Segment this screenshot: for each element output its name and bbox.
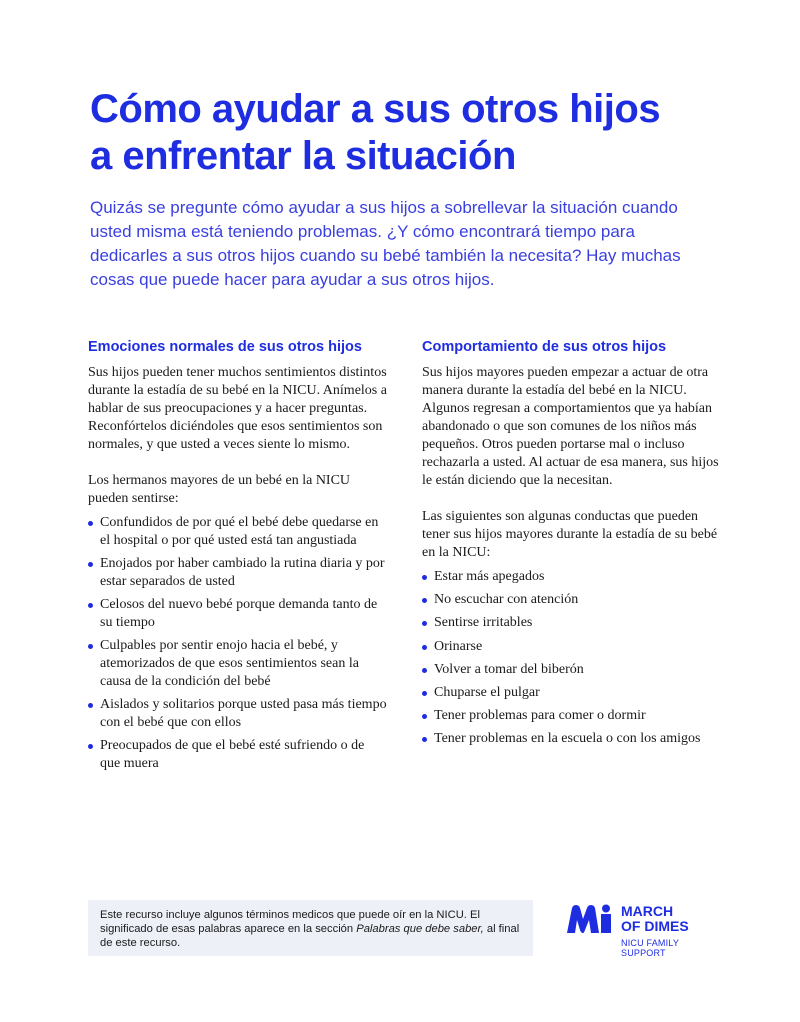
glossary-note-text: Este recurso incluye algunos términos medicos que puede oír en la NICU. El significado de esas palabras aparece en la sección <box>100 909 480 935</box>
emotions-list <box>88 514 388 773</box>
behavior-paragraph: Sus hijos mayores pueden empezar a actuar de otra manera durante la estadía del bebé en la NICU. Algunos regresan a comportamientos que ya habían abandonado o que son comunes de los niños más pequeños. Otros pueden portarse mal o incluso rechazarla a usted. Al actuar de esa manera, sus hijos le están diciendo que la necesitan. <box>422 365 719 488</box>
bullet-icon <box>422 691 427 696</box>
list-item: Tener problemas en la escuela o con los amigos <box>422 730 722 748</box>
title-line-2: a enfrentar la situación <box>90 134 516 178</box>
bullet-icon <box>88 744 93 749</box>
list-item: Enojados por haber cambiado la rutina diaria y por estar separados de usted <box>88 555 388 591</box>
logo-line-2: OF DIMES <box>621 918 689 934</box>
behavior-heading: Comportamiento de sus otros hijos <box>422 339 667 355</box>
list-item: Orinarse <box>422 638 722 656</box>
bullet-icon <box>422 714 427 719</box>
bullet-icon <box>422 645 427 650</box>
list-item: Preocupados de que el bebé esté sufriendo o de que muera <box>88 737 388 773</box>
logo-tagline: NICU FAMILY SUPPORT <box>621 938 679 958</box>
list-item: Aislados y solitarios porque usted pasa más tiempo con el bebé que con ellos <box>88 696 388 732</box>
bullet-icon <box>422 668 427 673</box>
behavior-section <box>422 338 722 754</box>
bullet-icon <box>422 598 427 603</box>
glossary-section-name: Palabras que debe saber, <box>356 923 484 935</box>
emotions-paragraph: Sus hijos pueden tener muchos sentimientos distintos durante la estadía de su bebé en la NICU. Anímelos a hablar de sus preocupaciones y a hacer preguntas. Reconfórtelos diciéndoles que esos sentimientos son normales, y que usted a veces siente lo mismo. <box>88 365 387 452</box>
glossary-note <box>88 900 533 956</box>
list-item: Confundidos de por qué el bebé debe quedarse en el hospital o por qué usted está tan angustiada <box>88 514 388 550</box>
page-title <box>90 86 750 180</box>
siblings-intro: Los hermanos mayores de un bebé en la NICU pueden sentirse: <box>88 473 351 506</box>
logo-line-1: MARCH <box>621 903 674 919</box>
list-item: Estar más apegados <box>422 568 722 586</box>
bullet-icon <box>422 621 427 626</box>
intro-paragraph: Quizás se pregunte cómo ayudar a sus hijos a sobrellevar la situación cuando usted misma está teniendo problemas. ¿Y cómo encontrará tiempo para dedicarles a sus otros hijos cuando su bebé también la necesita? Hay muchas cosas que puede hacer para ayudar a sus otros hijos. <box>90 198 681 289</box>
march-of-dimes-logo <box>566 902 716 958</box>
list-item: Sentirse irritables <box>422 614 722 632</box>
glossary-note-end: al final de este recurso. <box>100 923 520 949</box>
list-item: No escuchar con atención <box>422 591 722 609</box>
behaviors-intro: Las siguientes son algunas conductas que pueden tener sus hijos mayores durante la estadía de su bebé en la NICU: <box>422 509 718 560</box>
bullet-icon <box>88 703 93 708</box>
list-item: Culpables por sentir enojo hacia el bebé, y atemorizados de que esos sentimientos sean la causa de la condición del bebé <box>88 637 388 691</box>
list-item: Volver a tomar del biberón <box>422 661 722 679</box>
logo-wordmark <box>621 904 689 934</box>
emotions-section <box>88 338 388 778</box>
list-item: Celosos del nuevo bebé porque demanda tanto de su tiempo <box>88 596 388 632</box>
march-of-dimes-mark-icon <box>566 904 614 934</box>
bullet-icon <box>88 562 93 567</box>
behavior-list <box>422 568 722 748</box>
bullet-icon <box>422 575 427 580</box>
bullet-icon <box>422 737 427 742</box>
bullet-icon <box>88 644 93 649</box>
title-line-1: Cómo ayudar a sus otros hijos <box>90 87 661 131</box>
bullet-icon <box>88 521 93 526</box>
list-item: Tener problemas para comer o dormir <box>422 707 722 725</box>
bullet-icon <box>88 603 93 608</box>
emotions-heading: Emociones normales de sus otros hijos <box>88 339 362 355</box>
list-item: Chuparse el pulgar <box>422 684 722 702</box>
